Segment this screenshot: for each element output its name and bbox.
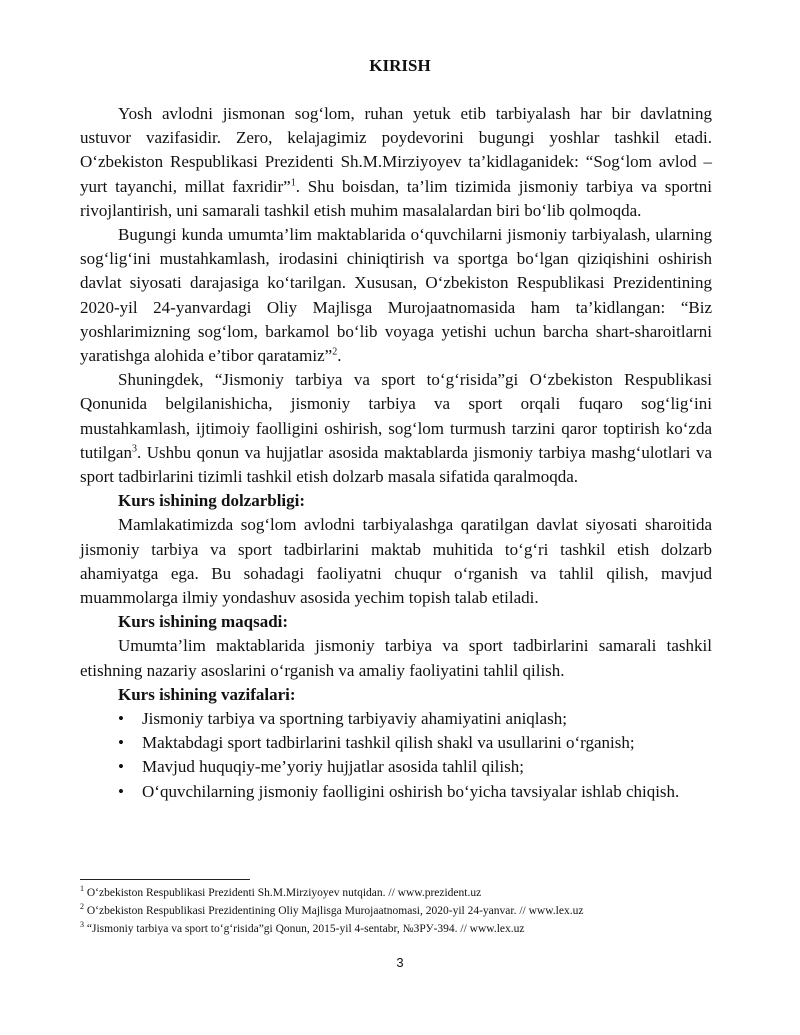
intro-paragraph-1 bbox=[80, 102, 712, 223]
goal-paragraph: Umumta’lim maktablarida jismoniy tarbiya va sport tadbirlarini samarali tashkil etishning nazariy asoslarini o‘rganish va amaliy faoliyatini tahlil qilish. bbox=[80, 636, 712, 680]
paragraph-text: . Shu boisdan, ta’lim tizimida jismoniy tarbiya va sportni rivojlantirish, uni samarali tashkil etish muhim masalalardan biri bo‘lib qolmoqda. bbox=[80, 176, 712, 220]
footnote-1 bbox=[80, 884, 720, 902]
footnote-separator bbox=[80, 879, 250, 880]
tasks-list bbox=[80, 707, 712, 804]
footnote-ref-2[interactable]: 2 bbox=[332, 346, 338, 358]
paragraph-text: Shuningdek, “Jismoniy tarbiya va sport to‘g‘risida”gi O‘zbekiston Respublikasi Qonunida belgilanishicha, jismoniy tarbiya va sport orqali fuqaro sog‘lig‘ini mustahkamlash, ijtimoiy faolligini oshirish, sog‘lom turmush tarzini qaror toptirish ko‘zda tutilgan bbox=[80, 370, 712, 462]
bullet-icon: • bbox=[118, 709, 124, 729]
bullet-icon: • bbox=[118, 733, 124, 753]
intro-paragraph-2 bbox=[80, 223, 712, 368]
paragraph-text: . bbox=[337, 346, 342, 366]
footnote-text: “Jismoniy tarbiya va sport to‘g‘risida”gi Qonun, 2015-yil 4-sentabr, №ЗРУ-394. // www.lex.uz bbox=[86, 923, 525, 935]
footnote-2 bbox=[80, 902, 720, 920]
relevance-paragraph: Mamlakatimizda sog‘lom avlodni tarbiyalashga qaratilgan davlat siyosati sharoitida jismoniy tarbiya va sport tadbirlarini maktab muhitida to‘g‘ri tashkil etish dolzarb ahamiyatga ega. Bu sohadagi faoliyatni chuqur o‘rganish va tahlil qilish, mavjud muammolarga ilmiy yondashuv asosida yechim topish talab etiladi. bbox=[80, 515, 712, 608]
bullet-icon: • bbox=[118, 757, 124, 777]
list-item-text: Mavjud huquqiy-me’yoriy hujjatlar asosida tahlil qilish; bbox=[142, 757, 524, 777]
list-item bbox=[118, 731, 712, 755]
footnote-ref-3[interactable]: 3 bbox=[131, 443, 137, 455]
footnote-number: 2 bbox=[80, 902, 84, 912]
list-item-text: Maktabdagi sport tadbirlarini tashkil qilish shakl va usullarini o‘rganish; bbox=[142, 733, 635, 753]
footnote-3 bbox=[80, 920, 720, 938]
footnote-ref-1[interactable]: 1 bbox=[290, 176, 296, 188]
bullet-icon: • bbox=[118, 781, 124, 801]
footnotes bbox=[80, 884, 720, 938]
footnote-number: 1 bbox=[80, 884, 84, 894]
list-item bbox=[118, 707, 712, 731]
page-number: 3 bbox=[396, 955, 404, 970]
tasks-heading: Kurs ishining vazifalari: bbox=[118, 684, 296, 704]
page-title: KIRISH bbox=[369, 56, 431, 75]
paragraph-text: . Ushbu qonun va hujjatlar asosida maktablarda jismoniy tarbiya mashg‘ulotlari va sport tadbirlarini tizimli tashkil etish dolzarb masala sifatida qaralmoqda. bbox=[80, 442, 712, 487]
paragraph-text: Yosh avlodni jismonan sog‘lom, ruhan yetuk etib tarbiyalash har bir davlatning ustuvor vazifasidir. Zero, kelajagimiz poydevorini bugungi yoshlar tashkil etadi. O‘zbekiston Respublikasi Prezidenti Sh.M.Mirziyoyev ta’kidlaganidek: “Sog‘lom avlod – yurt tayanchi, millat faxridir” bbox=[80, 104, 712, 196]
intro-paragraph-3 bbox=[80, 368, 712, 489]
footnote-text: O‘zbekiston Respublikasi Prezidentining Oliy Majlisga Murojaatnomasi, 2020-yil 24-yanvar. // www.lex.uz bbox=[86, 905, 584, 917]
body-text bbox=[80, 102, 712, 804]
goal-heading: Kurs ishining maqsadi: bbox=[118, 612, 289, 632]
list-item-text: Jismoniy tarbiya va sportning tarbiyaviy ahamiyatini aniqlash; bbox=[142, 709, 567, 729]
list-item bbox=[118, 780, 712, 804]
list-item-text: O‘quvchilarning jismoniy faolligini oshirish bo‘yicha tavsiyalar ishlab chiqish. bbox=[142, 781, 680, 801]
footnote-text: O‘zbekiston Respublikasi Prezidenti Sh.M.Mirziyoyev nutqidan. // www.prezident.uz bbox=[86, 887, 482, 899]
relevance-heading: Kurs ishining dolzarbligi: bbox=[118, 491, 306, 511]
footnote-number: 3 bbox=[80, 920, 84, 930]
paragraph-text: Bugungi kunda umumta’lim maktablarida o‘quvchilarni jismoniy tarbiyalash, ularning sog‘lig‘ini mustahkamlash, irodasini chiniqtirish va sportga bo‘lgan qiziqishini oshirish davlat siyosati darajasiga ko‘tarilgan. Xususan, O‘zbekiston Respublikasi Prezidentining 2020-yil 24-yanvardagi Oliy Majlisga Murojaatnomasida ham ta’kidlangan: “Biz yoshlarimizning sog‘lom, barkamol bo‘lib voyaga yetishi uchun barcha shart-sharoitlarni yaratishga alohida e’tibor qaratamiz” bbox=[80, 225, 712, 366]
list-item bbox=[118, 755, 712, 779]
